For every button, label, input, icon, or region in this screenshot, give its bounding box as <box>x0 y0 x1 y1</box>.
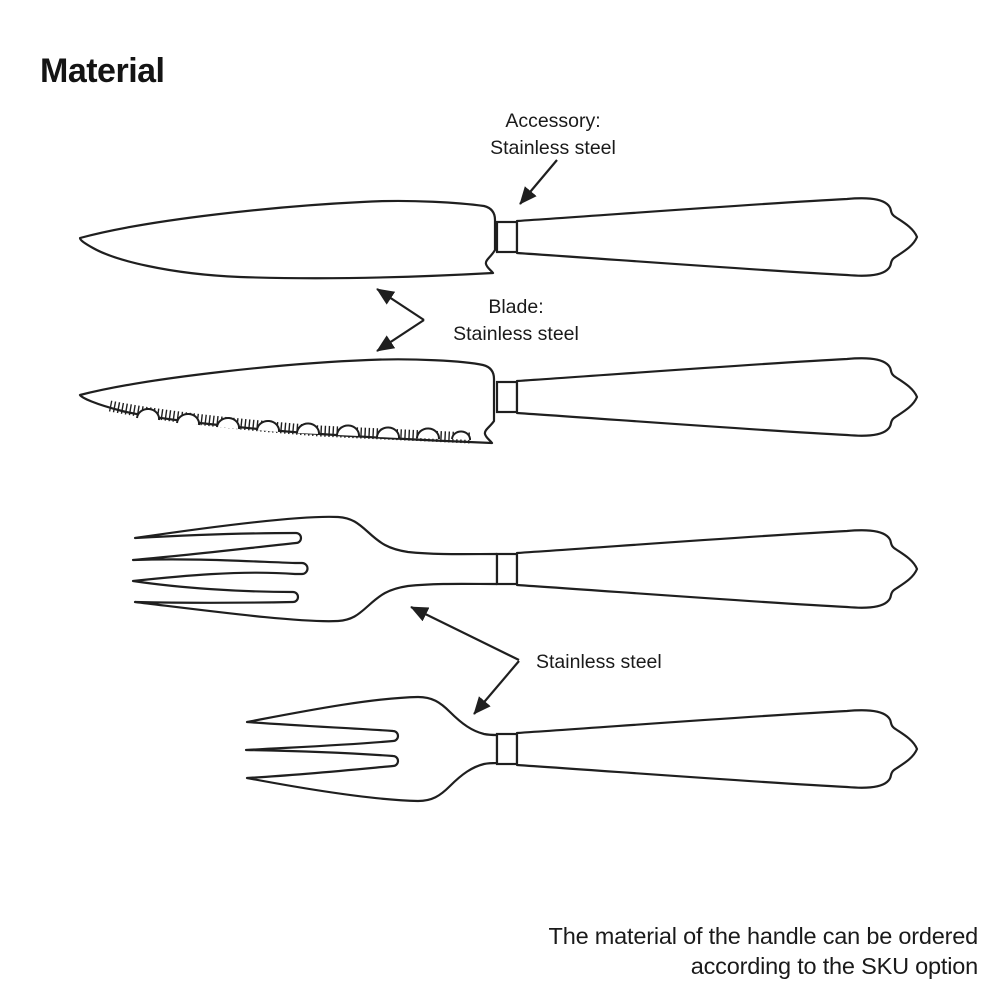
three-tine-fork-head <box>246 697 497 801</box>
blade-callout-line2: Stainless steel <box>453 323 579 345</box>
footnote-line1: The material of the handle can be ordered <box>548 923 978 949</box>
four-tine-fork-illustration <box>133 517 917 621</box>
footnote-line2: according to the SKU option <box>690 953 978 979</box>
blade-callout-line1: Blade: <box>488 296 544 318</box>
footnote <box>418 921 978 981</box>
smooth-knife-collar <box>497 222 517 252</box>
blade-callout <box>416 294 616 348</box>
accessory-arrow-icon <box>520 160 557 204</box>
four-tine-fork-handle <box>517 530 917 608</box>
four-tine-fork-collar <box>497 554 517 584</box>
accessory-callout-line1: Accessory: <box>505 110 601 132</box>
four-tine-fork-head <box>133 517 497 621</box>
three-tine-fork-illustration <box>246 697 917 801</box>
fork-callout <box>536 649 736 676</box>
fork-callout-label: Stainless steel <box>536 651 662 673</box>
fork-arrow-lower-icon <box>474 661 519 714</box>
smooth-knife-blade <box>80 201 495 278</box>
serrated-knife-handle <box>517 358 917 436</box>
fork-arrow-upper-icon <box>411 607 519 660</box>
accessory-callout <box>453 108 653 162</box>
three-tine-fork-handle <box>517 710 917 788</box>
smooth-knife-illustration <box>80 198 917 278</box>
smooth-knife-handle <box>517 198 917 276</box>
page-title: Material <box>40 52 165 90</box>
accessory-callout-line2: Stainless steel <box>490 137 616 159</box>
serrated-knife-illustration <box>80 358 917 443</box>
three-tine-fork-collar <box>497 734 517 764</box>
serrated-knife-collar <box>497 382 517 412</box>
